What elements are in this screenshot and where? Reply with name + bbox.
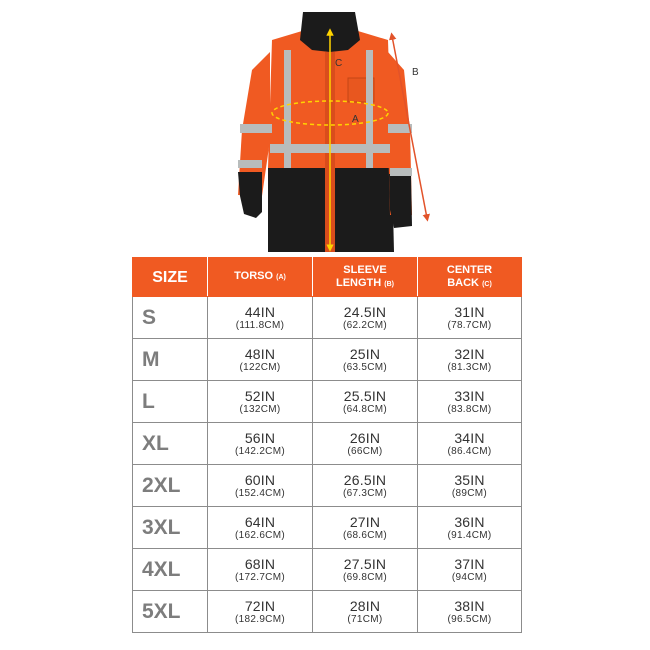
- size-cell: [133, 423, 208, 465]
- back-cm: (91.4CM): [447, 529, 492, 541]
- back-cm: (96.5CM): [447, 613, 492, 625]
- table-row: [133, 591, 522, 633]
- size-chart-table: [132, 257, 522, 633]
- back-cm: (94CM): [451, 571, 488, 583]
- table-row: [133, 423, 522, 465]
- sleeve-cell: [313, 549, 418, 591]
- torso-inches: 64IN: [244, 513, 276, 530]
- table-row: [133, 381, 522, 423]
- back-cm: (86.4CM): [447, 445, 492, 457]
- size-cell: [133, 339, 208, 381]
- sleeve-cell: [313, 381, 418, 423]
- back-inches: 33IN: [454, 387, 485, 404]
- torso-cm: (142.2CM): [235, 445, 285, 457]
- sleeve-inches: 26IN: [349, 429, 381, 446]
- back-inches: 35IN: [454, 471, 485, 488]
- sleeve-cell: [313, 507, 418, 549]
- header-size: SIZE: [133, 258, 208, 297]
- size-cell: [133, 507, 208, 549]
- size-label: XL: [142, 431, 169, 455]
- sleeve-inches: 25IN: [349, 345, 381, 362]
- torso-cm: (122CM): [239, 361, 281, 373]
- size-cell: [133, 591, 208, 633]
- sleeve-cell: [313, 423, 418, 465]
- back-cell: [418, 591, 522, 633]
- sleeve-cell: [313, 465, 418, 507]
- sleeve-inches: 26.5IN: [343, 471, 387, 488]
- back-cm: (81.3CM): [447, 361, 492, 373]
- table-row: [133, 339, 522, 381]
- size-label: 5XL: [142, 599, 181, 623]
- back-cm: (89CM): [451, 487, 488, 499]
- torso-inches: 52IN: [244, 387, 276, 404]
- back-cell: [418, 381, 522, 423]
- back-cell: [418, 297, 522, 339]
- torso-cm: (132CM): [239, 403, 281, 415]
- torso-cell: [208, 381, 313, 423]
- sleeve-cm: (68.6CM): [342, 529, 388, 541]
- torso-cell: [208, 339, 313, 381]
- table-row: [133, 549, 522, 591]
- size-cell: [133, 381, 208, 423]
- table-row: [133, 465, 522, 507]
- header-sleeve-length: SLEEVE LENGTH (B): [313, 258, 418, 297]
- table-row: [133, 507, 522, 549]
- torso-cm: (182.9CM): [235, 613, 285, 625]
- label-c: C: [335, 58, 343, 69]
- sleeve-cm: (64.8CM): [342, 403, 388, 415]
- back-cm: (78.7CM): [447, 319, 492, 331]
- size-label: 4XL: [142, 557, 181, 581]
- sleeve-cell: [313, 591, 418, 633]
- back-cell: [418, 549, 522, 591]
- jacket-measurement-diagram: [0, 0, 650, 258]
- sleeve-cm: (71CM): [347, 613, 383, 625]
- sleeve-inches: 27.5IN: [343, 555, 387, 572]
- back-inches: 38IN: [454, 597, 485, 614]
- sleeve-inches: 24.5IN: [343, 303, 387, 320]
- label-a: A: [352, 114, 359, 125]
- sleeve-cm: (66CM): [347, 445, 383, 457]
- torso-cm: (172.7CM): [235, 571, 285, 583]
- back-cell: [418, 423, 522, 465]
- torso-cell: [208, 297, 313, 339]
- back-cell: [418, 465, 522, 507]
- torso-inches: 72IN: [244, 597, 276, 614]
- back-inches: 37IN: [454, 555, 485, 572]
- sleeve-inches: 28IN: [349, 597, 381, 614]
- size-cell: [133, 297, 208, 339]
- torso-inches: 44IN: [244, 303, 276, 320]
- header-torso: TORSO (A): [208, 258, 313, 297]
- torso-cell: [208, 549, 313, 591]
- torso-inches: 48IN: [244, 345, 276, 362]
- back-inches: 36IN: [454, 513, 485, 530]
- torso-cell: [208, 423, 313, 465]
- torso-inches: 60IN: [244, 471, 276, 488]
- size-cell: [133, 549, 208, 591]
- jacket-left-cuff: [238, 172, 262, 218]
- sleeve-cm: (63.5CM): [342, 361, 388, 373]
- back-cm: (83.8CM): [447, 403, 492, 415]
- sleeve-cm: (67.3CM): [342, 487, 388, 499]
- torso-cm: (111.8CM): [235, 319, 285, 331]
- sleeve-inches: 27IN: [349, 513, 381, 530]
- back-cell: [418, 339, 522, 381]
- torso-cell: [208, 507, 313, 549]
- size-label: M: [142, 347, 160, 371]
- table-header-row: [133, 258, 522, 297]
- header-center-back: CENTER BACK (C): [418, 258, 522, 297]
- torso-cell: [208, 591, 313, 633]
- back-cell: [418, 507, 522, 549]
- size-label: 3XL: [142, 515, 181, 539]
- sleeve-cm: (62.2CM): [342, 319, 388, 331]
- back-inches: 32IN: [454, 345, 485, 362]
- jacket-right-cuff: [389, 174, 412, 228]
- sleeve-cell: [313, 297, 418, 339]
- size-label: 2XL: [142, 473, 181, 497]
- size-label: L: [142, 389, 155, 413]
- size-label: S: [142, 305, 157, 329]
- size-cell: [133, 465, 208, 507]
- torso-cell: [208, 465, 313, 507]
- label-b: B: [412, 67, 419, 78]
- torso-cm: (162.6CM): [235, 529, 285, 541]
- table-row: [133, 297, 522, 339]
- sleeve-inches: 25.5IN: [343, 387, 387, 404]
- sleeve-cm: (69.8CM): [342, 571, 388, 583]
- torso-inches: 56IN: [244, 429, 276, 446]
- sleeve-cell: [313, 339, 418, 381]
- back-inches: 31IN: [454, 303, 485, 320]
- torso-cm: (152.4CM): [235, 487, 285, 499]
- back-inches: 34IN: [454, 429, 485, 446]
- torso-inches: 68IN: [244, 555, 276, 572]
